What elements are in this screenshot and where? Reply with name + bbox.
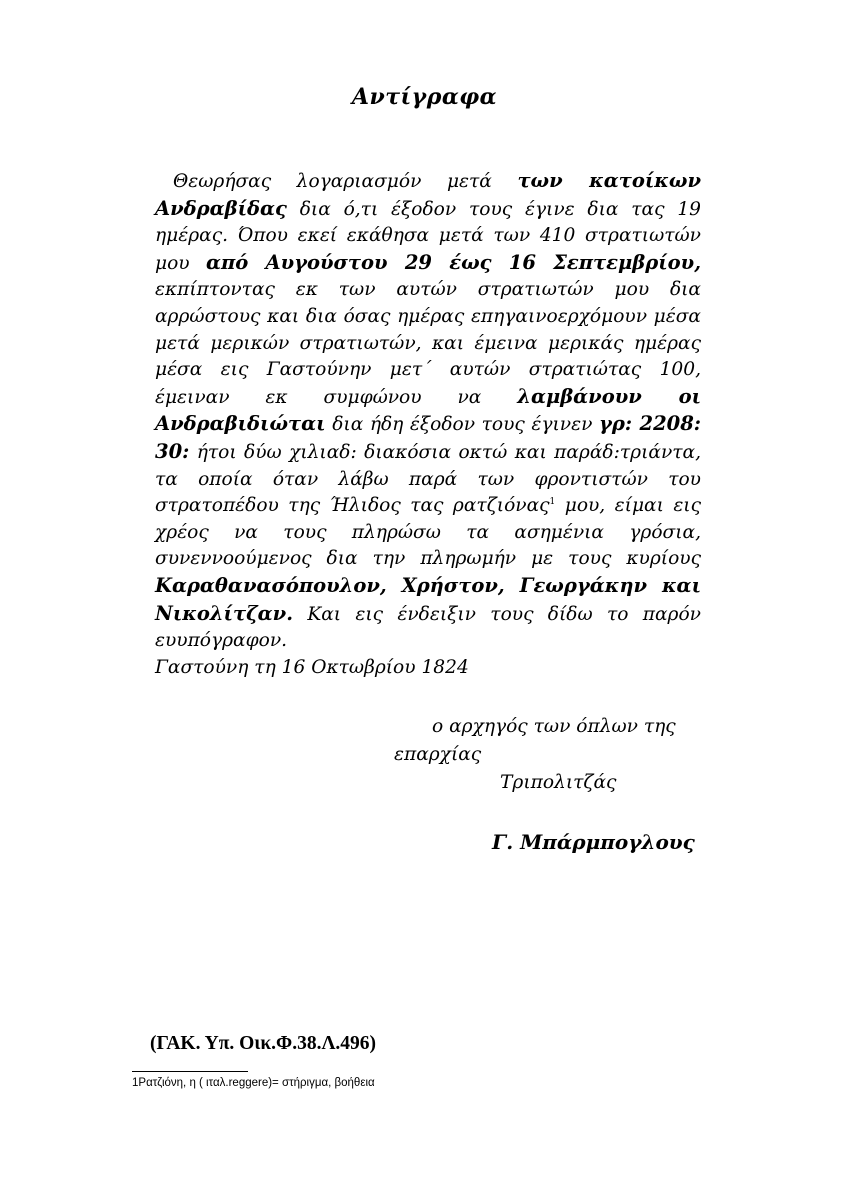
footnote-text: 1Ρατζιόνη, η ( ιταλ.reggere)= στήριγμα, βοήθεια xyxy=(132,1077,375,1089)
page-title: Αντίγραφα xyxy=(351,84,498,110)
body-text-5: ήτοι δύω χιλιαδ: διακόσια οκτώ και παράδ:τριάντα, τα οποία όταν λάβω παρά των φροντιστών του στρατοπέδου της Ήλιδος τας ρατζιόνας xyxy=(155,441,701,517)
letter-body xyxy=(155,168,701,681)
footnote-divider xyxy=(132,1071,248,1072)
bold-phrase-names: Καραθανασόπουλον, Χρήστον, Γεωργάκην και Νικολίτζαν. xyxy=(155,573,701,625)
body-text-3: εκπίπτοντας εκ των αυτών στρατιωτών μου δια αρρώστους και δια όσας ημέρας επηγαινοερχόμουν μέσα μετά μερικών στρατιωτών, και έμεινα μερικάς ημέρας μέσα εις Γαστούνην μετ΄ αυτών στρατιώτας 100, έμειναν εκ συμφώνου να xyxy=(155,279,701,408)
bold-phrase-inhabitants: των κατοίκων Ανδραβίδας xyxy=(155,169,702,220)
signature-title-line-2: επαρχίας xyxy=(394,744,482,765)
signature-title-line-1: ο αρχηγός των όπλων της xyxy=(432,716,676,737)
body-text-1: Θεωρήσας λογαριασμόν μετά xyxy=(173,171,518,192)
date-line: Γαστούνη τη 16 Οκτωβρίου 1824 xyxy=(155,656,469,678)
body-text-4: δια ήδη έξοδον τους έγινεν xyxy=(325,414,599,436)
body-text-7: Και εις ένδειξιν τους δίδω το παρόν ευυπόγραφον. xyxy=(155,603,701,652)
bold-phrase-amount: γρ: 2208: 30: xyxy=(155,412,701,463)
archive-reference: (ΓΑΚ. Υπ. Οικ.Φ.38.Λ.496) xyxy=(150,1033,377,1054)
footnote-mark: 1 xyxy=(549,496,556,507)
signature-title-line-3: Τριπολιτζάς xyxy=(500,772,617,793)
signature-name: Γ. Μπάρμπογλους xyxy=(492,830,695,854)
bold-phrase-andravidiotes: λαμβάνουν οι Ανδραβιδιώται xyxy=(155,384,702,436)
bold-phrase-dates: από Αυγούστου 29 έως 16 Σεπτεμβρίου, xyxy=(205,250,701,274)
body-text-2: δια ό,τι έξοδον τους έγινε δια τας 19 ημέρας. Όπου εκεί εκάθησα μετά των 410 στρατιωτών μου xyxy=(155,198,701,274)
body-text-6: μου, είμαι εις χρέος να τους πληρώσω τα ασημένια γρόσια, συνεννοούμενος δια την πληρωμήν με τους κυρίους xyxy=(155,495,701,570)
